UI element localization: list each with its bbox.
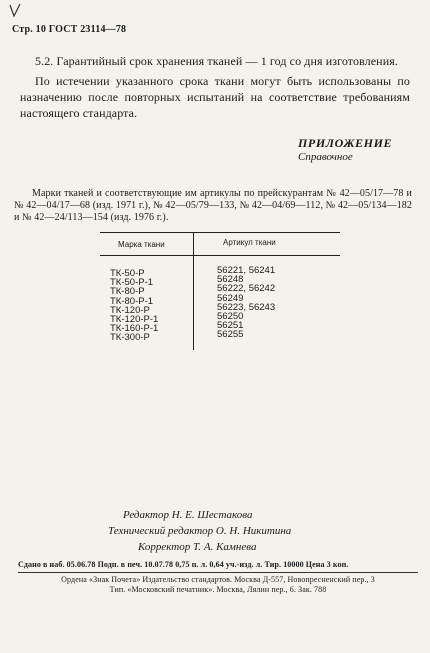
table-cell-mark: ТК-80-Р-1 xyxy=(110,295,154,307)
appendix-intro: Марки тканей и соответствующие им артикулы по прейскурантам № 42—05/17—78 и № 42—04/17—68 (изд. 1971 г.), № 42—05/79—133, № 42—04/69—112, № 42—05/134—182 и № 42—24/113—154 (изд. 1976 г.). xyxy=(14,188,412,223)
table-cell-article: 56255 xyxy=(217,329,244,341)
appendix-title: ПРИЛОЖЕНИЕ xyxy=(298,136,393,150)
table-cell-article: 56249 xyxy=(217,292,244,304)
table-column-divider xyxy=(193,232,194,350)
handwritten-mark-icon xyxy=(8,2,24,20)
imprint-line: Сдано в наб. 05.06.78 Подп. в печ. 10.07.78 0,75 п. л. 0,64 уч.-изд. л. Тир. 10000 Цена 3 коп. xyxy=(18,560,349,569)
table-cell-mark: ТК-300-Р xyxy=(110,332,150,344)
table-column-articles xyxy=(217,266,275,340)
table-cell-mark: ТК-120-Р xyxy=(110,304,150,316)
page-header: Стр. 10 ГОСТ 23114—78 xyxy=(12,24,127,35)
publisher-block xyxy=(20,575,416,595)
table-cell-mark: ТК-120-Р-1 xyxy=(110,314,159,326)
table-column-marks xyxy=(110,269,158,343)
publisher-line-1: Ордена «Знак Почета» Издательство стандартов. Москва Д-557, Новопресненский пер., 3 xyxy=(61,575,375,584)
appendix-subtitle: Справочное xyxy=(298,151,353,163)
table-cell-article: 56223, 56243 xyxy=(217,301,276,313)
table-cell-mark: ТК-160-Р-1 xyxy=(110,323,159,335)
table-cell-mark: ТК-50-Р-1 xyxy=(110,277,154,289)
imprint-rule xyxy=(18,572,418,573)
table-header-rule xyxy=(100,255,340,256)
table-top-rule xyxy=(100,232,340,233)
table-cell-article: 56221, 56241 xyxy=(217,265,276,276)
credit-corrector: Корректор Т. А. Камнева xyxy=(138,541,257,553)
credit-tech-editor: Технический редактор О. Н. Никитина xyxy=(108,525,292,537)
publisher-line-2: Тип. «Московский печатник». Москва, Лялин пер., 6. Зак. 788 xyxy=(109,585,327,594)
fabric-table xyxy=(100,232,340,350)
table-cell-article: 56222, 56242 xyxy=(217,283,276,295)
paragraph-usage: По истечении указанного срока ткани могут быть использованы по назначению после повторных испытаний на соответствие требованиям настоящего стандарта. xyxy=(20,74,410,120)
table-cell-article: 56248 xyxy=(217,274,244,286)
table-cell-article: 56250 xyxy=(217,311,244,323)
credit-editor: Редактор Н. Е. Шестакова xyxy=(123,509,253,521)
table-header-article: Артикул ткани xyxy=(223,238,276,247)
table-cell-article: 56251 xyxy=(217,320,244,332)
paragraph-5-2: 5.2. Гарантийный срок хранения тканей — 1 год со дня изготовления. xyxy=(35,54,398,68)
table-cell-mark: ТК-80-Р xyxy=(110,286,145,298)
table-header-mark: Марка ткани xyxy=(118,240,165,249)
table-cell-mark: ТК-50-Р xyxy=(110,268,145,279)
